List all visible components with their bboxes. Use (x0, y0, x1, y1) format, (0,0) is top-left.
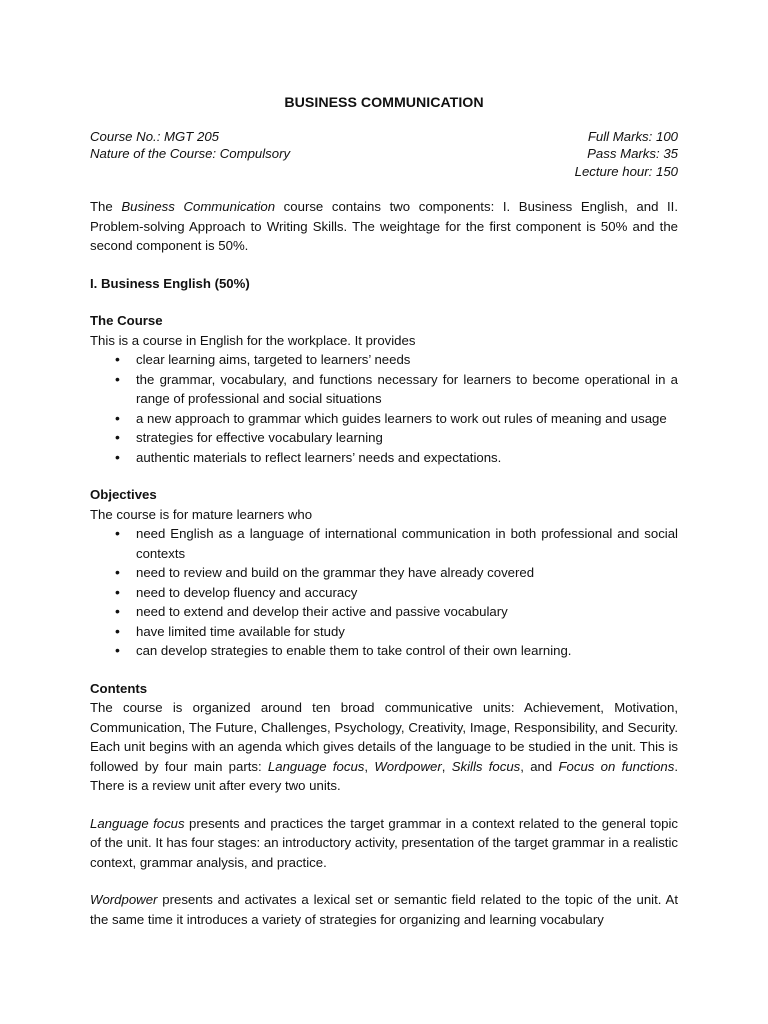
pass-marks: Pass Marks: 35 (587, 146, 678, 161)
course-list (90, 350, 678, 467)
document-title: BUSINESS COMMUNICATION (284, 95, 484, 111)
contents-paragraph: The course is organized around ten broad communicative units: Achievement, Motivation, Communication, The Future, Challenges, Psychology, Creativity, Image, Responsibility, and Security. Each unit begins with an agenda which gives details of the language to be studied in the unit. This is followed by four main parts: Language focus, Wordpower, Skills focus, and Focus on functions. There is a review unit after every two units. (90, 700, 679, 793)
lecture-hours: Lecture hour: 150 (574, 163, 678, 179)
course-nature: Nature of the Course: Compulsory (90, 146, 291, 161)
list-item: • strategies for effective vocabulary learning (90, 428, 678, 448)
objectives-lead: The course is for mature learners who (90, 506, 313, 522)
intro-paragraph: The Business Communication course contains two components: I. Business English, and II. Problem-solving Approach to Writing Skills. The weightage for the first component is 50% and the second component is 50%. (90, 199, 679, 253)
course-lead: This is a course in English for the workplace. It provides (90, 332, 416, 348)
wordpower-paragraph: Wordpower presents and activates a lexical set or semantic field related to the topic of the unit. At the same time it introduces a variety of strategies for organizing and learning vocabulary (90, 892, 678, 927)
list-item: • have limited time available for study (90, 622, 678, 642)
list-item: • need English as a language of international communication in both professional and social contexts (90, 524, 678, 563)
list-item: • need to develop fluency and accuracy (90, 583, 678, 603)
full-marks: Full Marks: 100 (587, 128, 678, 144)
course-number: Course No.: MGT 205 (90, 128, 219, 144)
list-item: • the grammar, vocabulary, and functions necessary for learners to become operational in a range of professional and social situations (90, 370, 678, 409)
course-meta (90, 128, 678, 181)
objectives-list (90, 524, 678, 661)
heading-objectives: Objectives (90, 487, 157, 502)
list-item: • a new approach to grammar which guides learners to work out rules of meaning and usage (90, 409, 678, 429)
heading-the-course: The Course (90, 313, 163, 328)
meta-left (90, 128, 290, 181)
language-focus-paragraph: Language focus presents and practices the target grammar in a context related to the general topic of the unit. It has four stages: an introductory activity, presentation of the target grammar in a realistic context, grammar analysis, and practice. (90, 815, 679, 870)
list-item: • authentic materials to reflect learners’ needs and expectations. (90, 448, 678, 468)
meta-right (575, 128, 678, 181)
section-heading-business-english: I. Business English (50%) (90, 275, 250, 291)
list-item: • clear learning aims, targeted to learners’ needs (90, 350, 678, 370)
list-item: • need to extend and develop their active and passive vocabulary (90, 602, 678, 622)
list-item: • need to review and build on the grammar they have already covered (90, 563, 678, 583)
heading-contents: Contents (90, 680, 148, 696)
list-item: • can develop strategies to enable them to take control of their own learning. (90, 641, 678, 661)
